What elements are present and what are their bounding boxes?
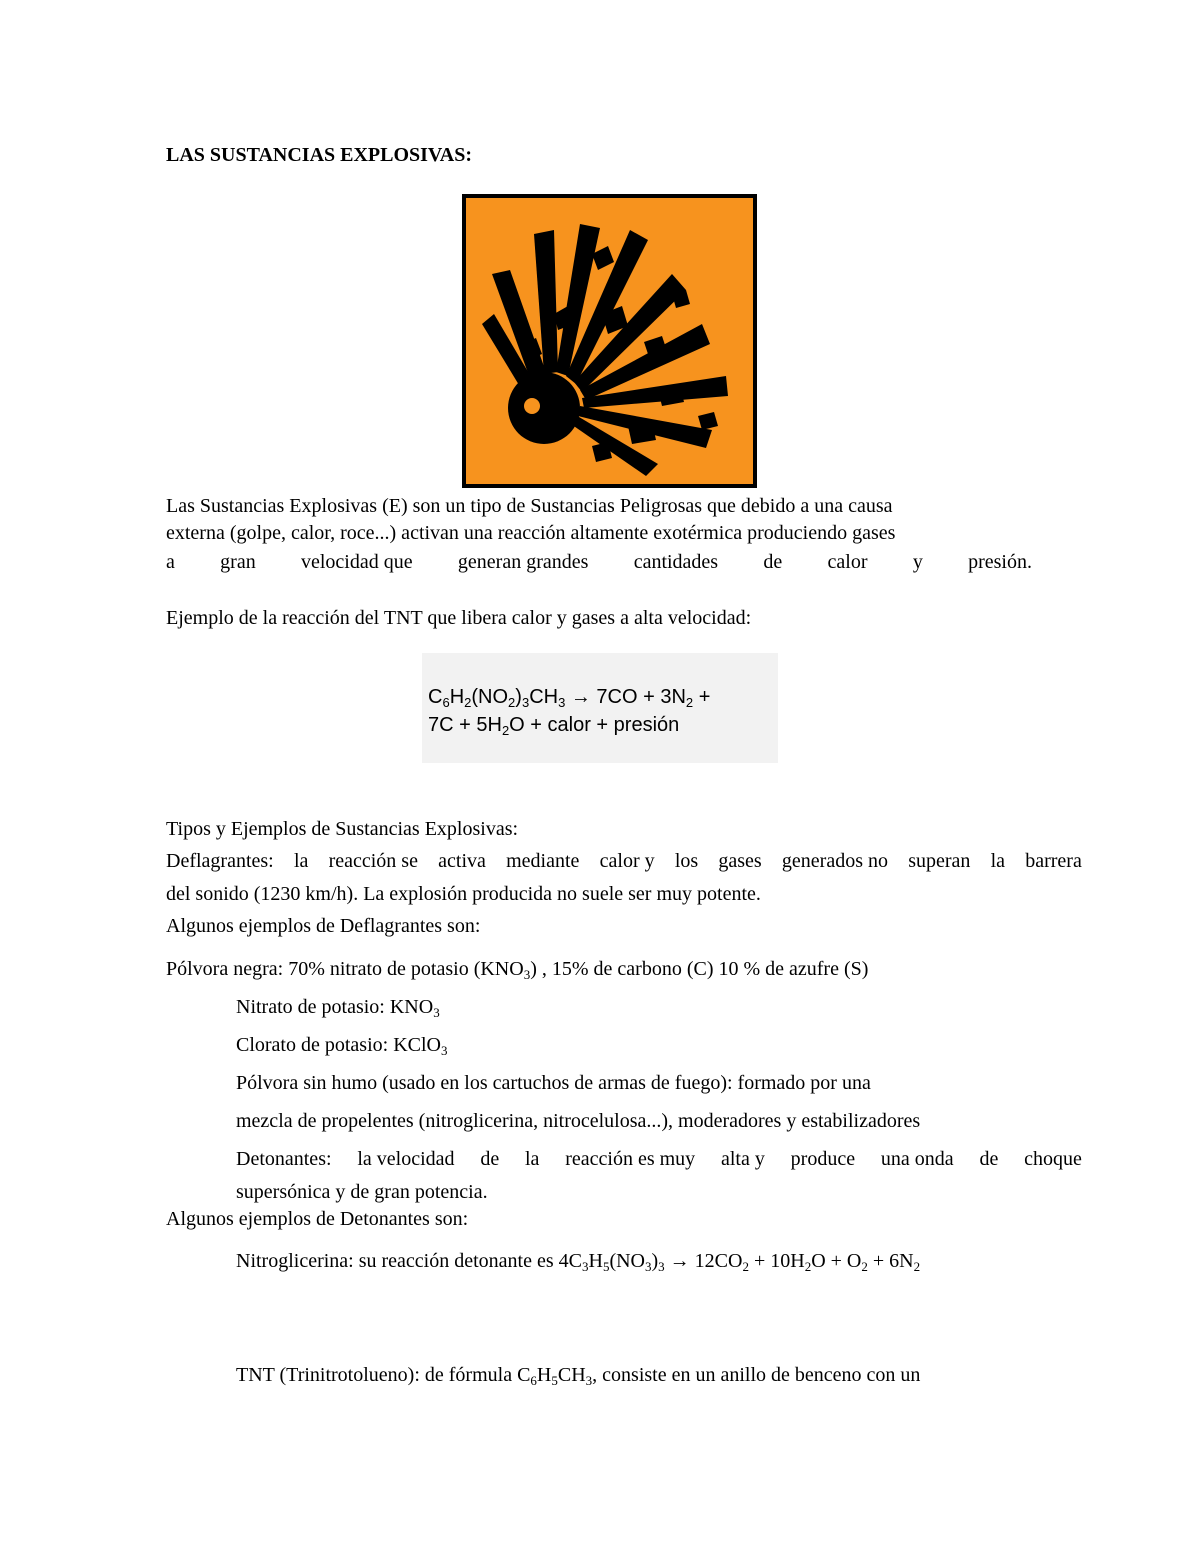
word: superan [908, 850, 971, 872]
deflagrantes-examples-heading: Algunos ejemplos de Deflagrantes son: [166, 915, 481, 937]
word: reacción se [328, 850, 418, 872]
word: gases [718, 850, 762, 872]
word: velocidad que [301, 551, 413, 573]
word: calor y [599, 850, 655, 872]
word: choque [1024, 1148, 1082, 1170]
detonantes-line-1 [236, 1147, 1082, 1171]
nitroglicerina: Nitroglicerina: su reacción detonante es $4C_3H_5(NO_3)_3 \to 12CO_2 + 10H_2O + O_2 + 6N_2$ [236, 1250, 921, 1274]
word: la [525, 1148, 540, 1170]
word: mediante [506, 850, 580, 872]
tnt-equation-line-1: $C_6H_2(NO_2)_3CH_3 \to 7CO + 3N_2$ + [428, 686, 711, 710]
word: alta y [720, 1148, 765, 1170]
deflagrantes-line-2: del sonido (1230 km/h). La explosión producida no suele ser muy potente. [166, 883, 761, 905]
word: la [990, 850, 1006, 872]
word: produce [790, 1148, 856, 1170]
word: de [763, 551, 783, 573]
word: cantidades [633, 551, 719, 573]
word: los [674, 850, 699, 872]
intro-line-1: Las Sustancias Explosivas (E) son un tipo de Sustancias Peligrosas que debido a una causa [166, 495, 893, 517]
tnt-equation-box [422, 653, 778, 763]
nitrato-de-potasio: Nitrato de potasio: $KNO_3$ [236, 996, 440, 1020]
detonantes-examples-heading: Algunos ejemplos de Detonantes son: [166, 1208, 469, 1230]
polvora-negra: Pólvora negra: 70% nitrato de potasio $(KNO_3)$ , 15% de carbono (C) 10 % de azufre (S) [166, 958, 869, 982]
word: activa [438, 850, 486, 872]
polvora-sin-humo-line-2: mezcla de propelentes (nitroglicerina, nitrocelulosa...), moderadores y estabilizadores [236, 1110, 921, 1132]
word: reacción es muy [565, 1148, 696, 1170]
word: de [480, 1148, 500, 1170]
tnt-description: TNT (Trinitrotolueno): de fórmula $C_6H_5CH_3$, consiste en un anillo de benceno con un [236, 1364, 921, 1388]
word: la [293, 850, 309, 872]
word: una onda [880, 1148, 954, 1170]
word: presión. [968, 551, 1032, 573]
tnt-equation-line-2: $7C + 5H_2O$ + calor + presión [428, 714, 680, 738]
word: generan grandes [457, 551, 589, 573]
deflagrantes-line-1 [166, 849, 1082, 873]
detonantes-line-2: supersónica y de gran potencia. [236, 1181, 488, 1203]
example-intro: Ejemplo de la reacción del TNT que libera calor y gases a alta velocidad: [166, 607, 752, 629]
intro-line-3 [166, 550, 1032, 574]
word: generados no [781, 850, 888, 872]
types-heading: Tipos y Ejemplos de Sustancias Explosivas: [166, 818, 519, 840]
document-title: LAS SUSTANCIAS EXPLOSIVAS: [166, 144, 473, 166]
clorato-de-potasio: Clorato de potasio: KClO$_3$ [236, 1034, 448, 1058]
explosive-hazard-icon [462, 194, 757, 488]
word: a [166, 551, 175, 573]
polvora-sin-humo-line-1: Pólvora sin humo (usado en los cartuchos de armas de fuego): formado por una [236, 1072, 871, 1094]
word: la velocidad [357, 1148, 455, 1170]
word: calor [827, 551, 868, 573]
word: Deflagrantes: [166, 850, 274, 872]
word: de [979, 1148, 999, 1170]
word: gran [220, 551, 256, 573]
word: y [912, 551, 923, 573]
intro-line-2: externa (golpe, calor, roce...) activan una reacción altamente exotérmica produciendo gases [166, 522, 896, 544]
word: barrera [1025, 850, 1082, 872]
word: Detonantes: [236, 1148, 332, 1170]
